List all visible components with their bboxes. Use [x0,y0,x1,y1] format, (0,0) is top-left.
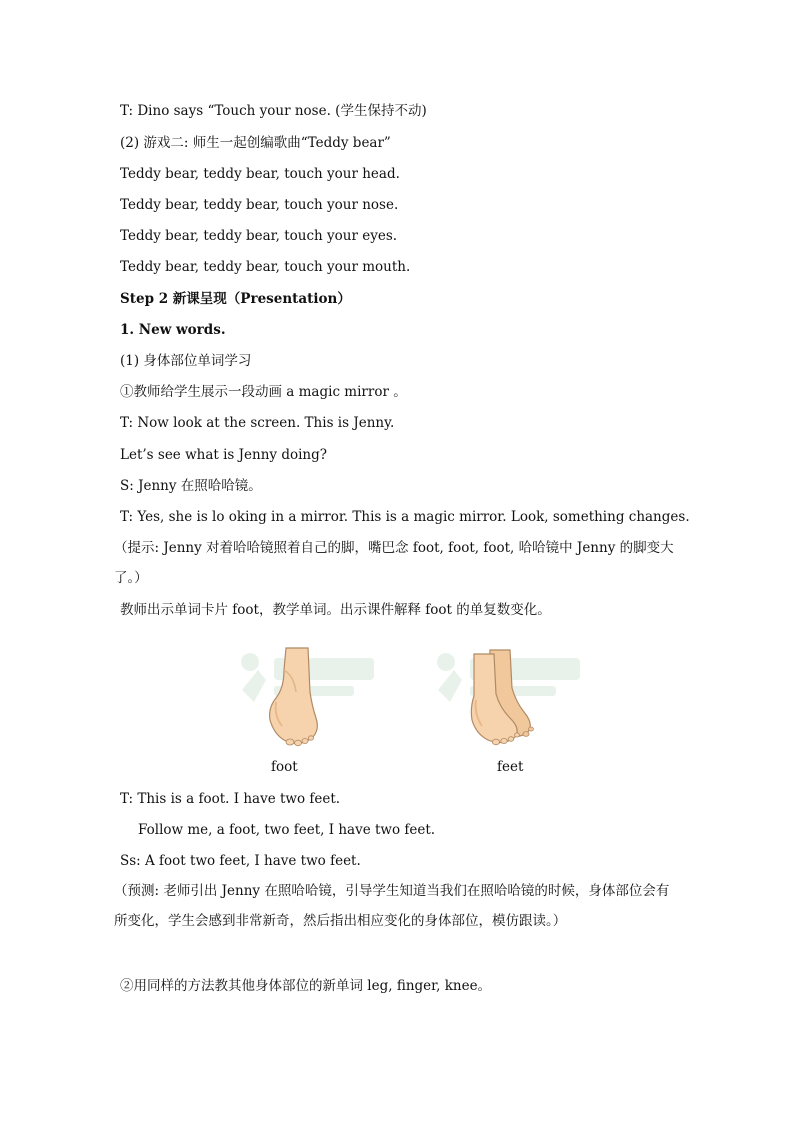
foot-caption: foot [271,759,298,775]
game-two-heading: (2) 游戏二: 师生一起创编歌曲“Teddy bear” [120,135,391,151]
pair-of-feet-icon [430,640,590,750]
dialogue-line: S: Jenny 在照哈哈镜。 [120,478,262,494]
dialogue-line: T: Now look at the screen. This is Jenny. [120,415,395,431]
dialogue-line: Follow me, a foot, two feet, I have two feet. [138,822,436,838]
song-line: Teddy bear, teddy bear, touch your nose. [120,197,399,213]
instruction-line: ②用同样的方法教其他身体部位的新单词 leg, finger, knee。 [120,978,492,994]
instruction-line: 教师出示单词卡片 foot，教学单词。出示课件解释 foot 的单复数变化。 [120,602,551,618]
feet-caption: feet [497,759,524,775]
single-foot-icon [238,640,388,750]
foot-figure [238,640,388,750]
dialogue-line: Let’s see what is Jenny doing? [120,447,328,463]
step-two-heading: Step 2 新课呈现（Presentation） [120,291,351,307]
song-line: Teddy bear, teddy bear, touch your head. [120,166,400,182]
dialogue-line: Ss: A foot two feet, I have two feet. [120,853,361,869]
body-parts-heading: (1) 身体部位单词学习 [120,353,252,369]
dialogue-line: T: This is a foot. I have two feet. [120,791,341,807]
song-line: Teddy bear, teddy bear, touch your mouth. [120,259,411,275]
song-line: Teddy bear, teddy bear, touch your eyes. [120,228,398,244]
dialogue-line: T: Yes, she is lo oking in a mirror. This is a magic mirror. Look, something changes. [120,509,690,525]
prediction-paragraph: （预测: 老师引出 Jenny 在照哈哈镜，引导学生知道当我们在照哈哈镜的时候，身体部位会有所变化，学生会感到非常新奇，然后指出相应变化的身体部位，模仿跟读。） [114,883,670,929]
activity-line: ①教师给学生展示一段动画 a magic mirror 。 [120,384,407,400]
dialogue-line: T: Dino says “Touch your nose. (学生保持不动) [120,103,427,119]
hint-paragraph: （提示: Jenny 对着哈哈镜照着自己的脚，嘴巴念 foot, foot, foot, 哈哈镜中 Jenny 的脚变大了。） [114,540,674,586]
feet-figure [430,640,590,750]
new-words-heading: 1. New words. [120,322,226,338]
